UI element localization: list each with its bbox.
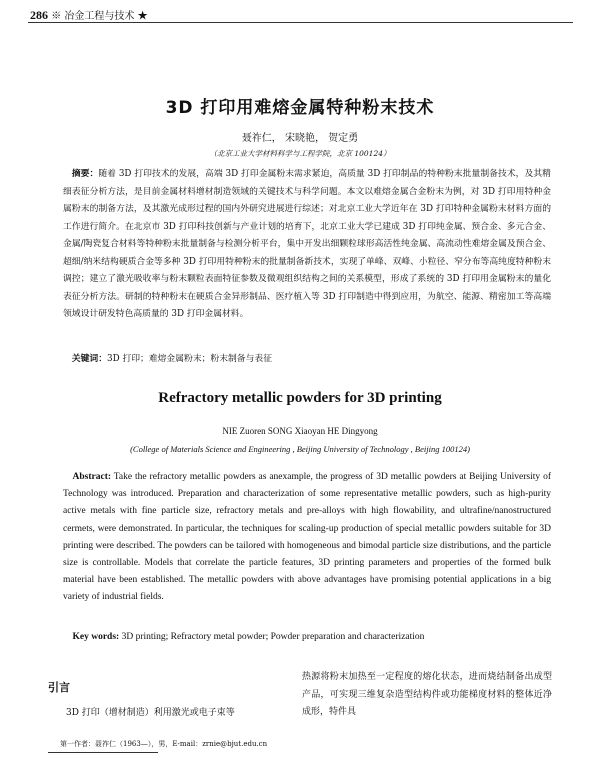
footnote-rule	[48, 752, 158, 753]
running-header	[30, 7, 148, 23]
keywords-label-chinese: 关键词：	[71, 354, 107, 364]
abstract-label-english: Abstract:	[72, 472, 112, 482]
footnote-author: 第一作者：聂祚仁（1963—），男，E-mail：zrnie@bjut.edu.cn	[60, 740, 268, 748]
page-number: 286	[30, 8, 48, 22]
authors-chinese: 聂祚仁， 宋晓艳， 贺定勇	[241, 133, 359, 144]
header-separator: ※	[51, 11, 62, 22]
abstract-text-chinese: 随着 3D 打印技术的发展，高端 3D 打印金属粉末需求紧迫，高质量 3D 打印制品的特种粉末批量制备技术，及其精细表征分析方法，是目前金属材料增材制造领域的关键技术与科学问题。本文以难熔金属合金粉末为例，对 3D 打印用特种金属粉末的制备方法，及其激光成形过程的国内外研究进展进行综述；对北京工业大学近年在 3D 打印特种金属粉末材料方面的工作进行简介。在北京市 3D 打印科技创新与产业计划的培育下，北京工业大学已建成 3D 打印纯金属、预合金、多元合金、金属/陶瓷复合材料等特种粉末批量制备与检测分析平台，集中开发出细颗粒球形高活性纯金属、高流动性难熔金属及预合金、超细/纳米结构硬质合金等多种 3D 打印用特种粉末的批量制备新技术，实现了单峰、双峰、小粒径、窄分布等高纯度特种粉末调控；建立了激光吸收率与粉末颗粒表面特征参数及微观组织结构之间的关系模型，形成了系统的 3D 打印用金属粉末的量化表征分析方法。研制的特种粉末在硬质合金异形制品、医疗植入等 3D 打印制造中得到应用，为航空、能源、精密加工等高端领域设计研发特色高质量的 3D 打印金属材料。	[63, 169, 551, 319]
abstract-text-english: Take the refractory metallic powders as anexample, the progress of 3D metallic powders at Beijing University of Technology was introduced. Preparation and characterization of some representative metallic powders, such as high-purity active metals with fine particle size, refractory metals and pre-alloys with high flowability, and ultrafine/nanostructured cermets, were demonstrated. In particular, the techniques for scaling-up production of special metallic powders suitable for 3D printing were described. The powders can be tailored with homogeneous and bimodal particle size distributions, and the particle size is controllable. Models that correlate the particle features, 3D printing parameters and properties of the formed bulk material have been established. The metallic powders with above advantages have promising potential applications in a big variety of industrial fields.	[63, 472, 551, 603]
keywords-label-english: Key words:	[72, 632, 120, 642]
keywords-english	[63, 630, 551, 644]
abstract-english	[63, 469, 551, 607]
journal-name: 冶金工程与技术	[64, 11, 135, 22]
abstract-label-chinese: 摘要：	[71, 169, 99, 179]
body-text-right-column: 热源将粉末加热至一定程度的熔化状态，进而烧结制备出成型产品，可实现三维复杂造型结构件或功能梯度材料的整体近净成形，特件具	[302, 672, 552, 717]
affiliation-chinese: （北京工业大学材料科学与工程学院，北京 100124）	[209, 149, 391, 158]
header-mark: ★	[137, 11, 148, 22]
section-heading-introduction: 引言	[48, 681, 70, 694]
authors-english: NIE Zuoren SONG Xiaoyan HE Dingyong	[222, 426, 378, 436]
body-text-left-column: 3D 打印（增材制造）利用激光或电子束等	[66, 708, 235, 718]
affiliation-english: (College of Materials Science and Engineering , Beijing University of Technology , Beijing 100124)	[130, 444, 470, 454]
header-rule	[28, 22, 573, 23]
keywords-text-english: 3D printing; Refractory metal powder; Powder preparation and characterization	[121, 632, 425, 642]
keywords-chinese	[63, 352, 551, 366]
title-english: Refractory metallic powders for 3D printing	[158, 390, 442, 406]
title-chinese: 3D 打印用难熔金属特种粉末技术	[165, 98, 435, 118]
abstract-chinese	[63, 166, 551, 324]
keywords-text-chinese: 3D 打印；难熔金属粉末；粉末制备与表征	[107, 354, 272, 364]
